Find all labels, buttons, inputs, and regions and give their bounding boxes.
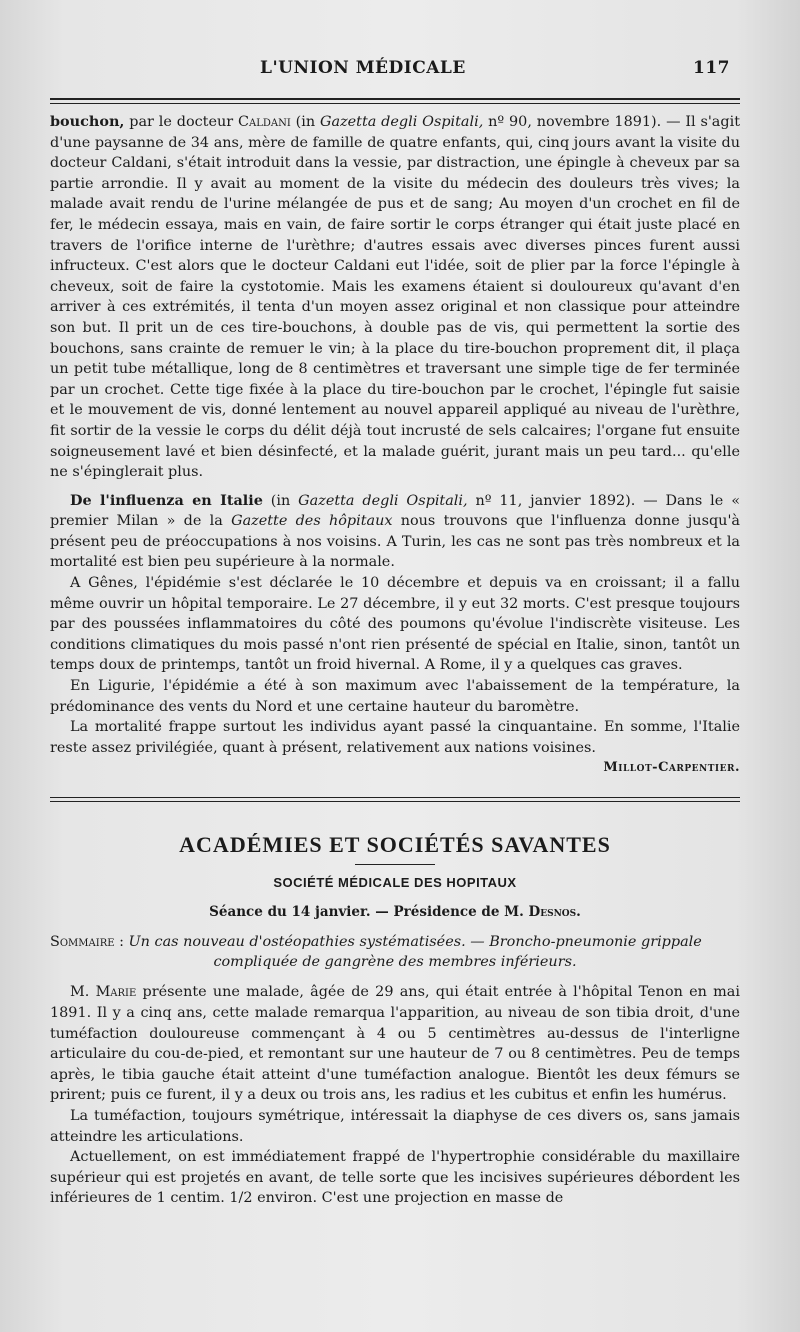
bouchon-mid: par le docteur <box>124 114 238 130</box>
seance-line <box>50 904 740 920</box>
society-heading: SOCIÉTÉ MÉDICALE DES HOPITAUX <box>273 875 517 891</box>
section-separator <box>50 797 740 802</box>
author-caldani: Caldani <box>237 114 291 130</box>
influenza-paragraph-1 <box>50 491 740 573</box>
president-name: Desnos <box>528 904 577 921</box>
bouchon-paragraph <box>50 112 740 483</box>
influenza-cite-open: (in <box>262 492 299 509</box>
influenza-paragraph-4: La mortalité frappe surtout les individus ayant passé la cinquantaine. En somme, l'Italie reste assez privilégiée, quant à présent, relativement aux nations voisines. <box>50 719 740 756</box>
tumefaction-paragraph: La tuméfaction, toujours symétrique, intéressait la diaphyse de ces divers os, sans jamais atteindre les articulations. <box>50 1107 740 1145</box>
running-head <box>50 58 740 78</box>
influenza-cite-journal: Gazetta degli Ospitali, <box>298 492 468 509</box>
sommaire-sub: compliquée de gangrène des membres inférieurs. <box>213 954 577 971</box>
header-rule-thin <box>50 103 740 104</box>
marie-name: Marie <box>95 984 137 1001</box>
marie-text: présente une malade, âgée de 29 ans, qui était entrée à l'hôpital Tenon en mai 1891. Il y a cinq ans, cette malade remarqua l'apparition, au niveau de son tibia droit, d'une tuméfaction douloureuse commençant à 4 ou 5 centimètres au-dessus de l'interligne articulaire du cou-de-pied, et remontant sur une hauteur de 7 ou 8 centimètres. Peu de temps après, le tibia gauche était atteint d'une tuméfaction analogue. Bientôt les deux fémurs se prirent; puis ce furent, il y a deux ou trois ans, les radius et les cubitus et enfin les humérus. <box>50 984 740 1104</box>
bouchon-lead: bouchon, <box>50 113 125 130</box>
influenza-cite-rest: nº 11, janvier 1892). — Dans le « premier Milan » de la <box>50 492 740 530</box>
sommaire-text: Un cas nouveau d'ostéopathies systématisées. — Broncho-pneumonie grippale <box>128 934 702 951</box>
sommaire <box>50 932 740 972</box>
bouchon-cite-journal: Gazetta degli Ospitali, <box>320 114 484 130</box>
page-number: 117 <box>693 58 730 78</box>
marie-m: M. <box>70 984 96 1001</box>
influenza-gazette: Gazette des hôpitaux <box>231 513 393 530</box>
actuellement-paragraph: Actuellement, on est immédiatement frappé de l'hypertrophie considérable du maxillaire supérieur qui est projetés en avant, de telle sorte que les incisives supérieures débordent les inférieures de 1 centim. 1/2 environ. C'est une projection en masse de <box>50 1149 740 1207</box>
seance-text: Séance du 14 janvier. — Présidence de M. <box>209 904 529 921</box>
sommaire-label: Sommaire <box>50 934 115 951</box>
section-title: ACADÉMIES ET SOCIÉTÉS SAVANTES <box>179 832 611 858</box>
marie-paragraph <box>50 982 740 1106</box>
influenza-paragraph-3: En Ligurie, l'épidémie a été à son maximum avec l'abaissement de la température, la prédominance des vents du Nord et une certaine hauteur du baromètre. <box>50 678 740 715</box>
bouchon-body: nº 90, novembre 1891). — Il s'agit d'une paysanne de 34 ans, mère de famille de quatre enfants, qui, cinq jours avant la visite du docteur Caldani, s'était introduit dans la vessie, par distraction, une épingle à cheveux par sa partie arrondie. Il y avait au moment de la visite du médecin des douleurs très vives; la malade avait rendu de l'urine mélangée de pus et de sang; Au moyen d'un crochet en fil de fer, le médecin essaya, mais en vain, de faire sortir le corps étranger qui était juste placé en travers de l'orifice interne de l'urèthre; d'autres essais avec diverses pinces furent aussi infructeux. C'est alors que le docteur Caldani eut l'idée, soit de plier par la force l'épingle à cheveux, soit de faire la cystotomie. Mais les examens étaient si douloureux qu'avant d'en arriver à ces extrémités, il tenta d'un moyen assez original et non classique pour atteindre son but. Il prit un de ces tire-bouchons, à double pas de vis, qui permettent la sortie des bouchons, sans crainte de remuer le vin; à la place du tire-bouchon proprement dit, il plaça un petit tube métallique, long de 8 centimètres et traversant une simple tige de fer terminée par un crochet. Cette tige fixée à la place du tire-bouchon par le crochet, l'épingle fut saisie et le mouvement de vis, donné lentement au nouvel appareil appliqué au niveau de l'urèthre, fit sortir de la vessie le corps du délit déjà tout incrusté de sels calcaires; l'organe fut ensuite soigneusement lavé et bien désinfecté, et la malade guérit, jurant mais un peu tard... qu'elle ne s'épinglerait plus. <box>50 114 740 481</box>
journal-title: L'UNION MÉDICALE <box>260 58 466 78</box>
title-short-rule <box>355 864 435 865</box>
influenza-paragraph-2: A Gênes, l'épidémie s'est déclarée le 10 décembre et depuis va en croissant; il a fallu même ouvrir un hôpital temporaire. Le 27 décembre, il y eut 32 morts. C'est presque toujours par des poussées inflammatoires du côté des poumons qu'évolue l'indiscrète visiteuse. Les conditions climatiques du mois passé n'ont rien présenté de spécial en Italie, sinon, tantôt un temps doux de printemps, tantôt un froid hivernal. A Rome, il y a quelques cas graves. <box>50 575 740 674</box>
author-signature: Millot-Carpentier. <box>603 760 740 776</box>
seance-end: . <box>576 904 581 921</box>
bouchon-cite-open: (in <box>290 114 320 130</box>
sommaire-sep: : <box>114 934 129 951</box>
influenza-heading: De l'influenza en Italie <box>70 491 263 509</box>
header-rule <box>50 98 740 100</box>
influenza-p1-rest: nous trouvons que l'influenza donne jusqu'à présent peu de préoccupations à nos voisins. A Turin, les cas ne sont pas très nombreux et la mortalité est bien peu supérieure à la normale. <box>50 513 740 571</box>
